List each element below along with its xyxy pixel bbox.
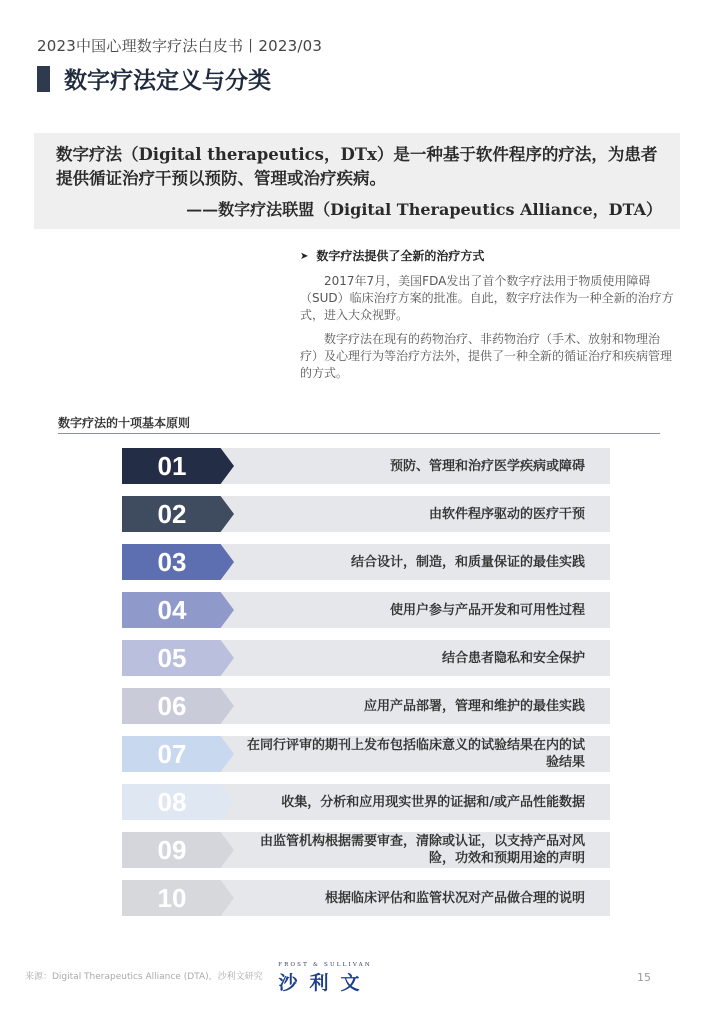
arrow-bullet-icon: ➤	[300, 251, 309, 262]
principle-row	[122, 688, 610, 724]
logo-english-text: FROST & SULLIVAN	[278, 962, 372, 968]
principle-text: 结合患者隐私和安全保护	[441, 650, 585, 666]
logo-chinese-text: 沙利文	[278, 972, 372, 994]
principle-text: 结合设计，制造，和质量保证的最佳实践	[350, 554, 585, 570]
section-marker	[37, 66, 50, 92]
principle-row	[122, 592, 610, 628]
principle-row	[122, 448, 610, 484]
principle-number: 07	[157, 739, 187, 769]
principle-text: 使用户参与产品开发和可用性过程	[389, 602, 585, 618]
frost-sullivan-logo	[275, 962, 375, 994]
info-heading-text: 数字疗法提供了全新的治疗方式	[316, 249, 485, 263]
principle-text: 预防、管理和治疗医学疾病或障碍	[389, 458, 585, 474]
principles-divider	[58, 433, 660, 434]
principle-row	[122, 784, 610, 820]
principle-number: 09	[157, 835, 187, 865]
principles-title: 数字疗法的十项基本原则	[58, 416, 191, 430]
info-heading	[300, 248, 675, 265]
principle-text: 在同行评审的期刊上发布包括临床意义的试验结果在内的试验结果	[247, 738, 586, 770]
principle-row	[122, 640, 610, 676]
info-block	[300, 248, 675, 389]
info-paragraph-1: 2017年7月，美国FDA发出了首个数字疗法用于物质使用障碍（SUD）临床治疗方案的批准。自此，数字疗法作为一种全新的治疗方式，进入大众视野。	[300, 274, 674, 322]
principle-text: 由软件程序驱动的医疗干预	[428, 506, 585, 522]
definition-quote-text: 数字疗法（Digital therapeutics，DTx）是一种基于软件程序的疗法，为患者提供循证治疗干预以预防、管理或治疗疾病。	[56, 145, 658, 188]
principle-row	[122, 880, 610, 916]
definition-quote-attribution: ——数字疗法联盟（Digital Therapeutics Alliance，DTA）	[186, 200, 662, 219]
principle-row	[122, 544, 610, 580]
principle-text: 由监管机构根据需要审查，清除或认证，以支持产品对风险，功效和预期用途的声明	[259, 834, 585, 866]
principle-number: 01	[157, 451, 187, 481]
principle-number: 04	[157, 595, 187, 625]
footer-source: 来源：Digital Therapeutics Alliance (DTA)，沙利文研究	[25, 972, 263, 982]
principle-row	[122, 496, 610, 532]
principle-number: 03	[157, 547, 187, 577]
principle-row	[122, 736, 610, 772]
principle-number: 05	[157, 643, 187, 673]
section-title: 数字疗法定义与分类	[64, 68, 271, 94]
page-number: 15	[637, 971, 651, 984]
principle-number: 08	[157, 787, 187, 817]
principle-number: 10	[157, 883, 187, 913]
info-paragraph-2: 数字疗法在现有的药物治疗、非药物治疗（手术、放射和物理治疗）及心理行为等治疗方法外，提供了一种全新的循证治疗和疾病管理的方式。	[300, 332, 673, 380]
principle-number: 06	[157, 691, 187, 721]
principle-number: 02	[157, 499, 187, 529]
principle-text: 收集，分析和应用现实世界的证据和/或产品性能数据	[281, 794, 585, 810]
principle-row	[122, 832, 610, 868]
principle-text: 根据临床评估和监管状况对产品做合理的说明	[324, 890, 585, 906]
principle-text: 应用产品部署，管理和维护的最佳实践	[363, 698, 585, 714]
definition-quote-box	[34, 133, 680, 229]
report-header: 2023中国心理数字疗法白皮书丨2023/03	[37, 37, 323, 55]
